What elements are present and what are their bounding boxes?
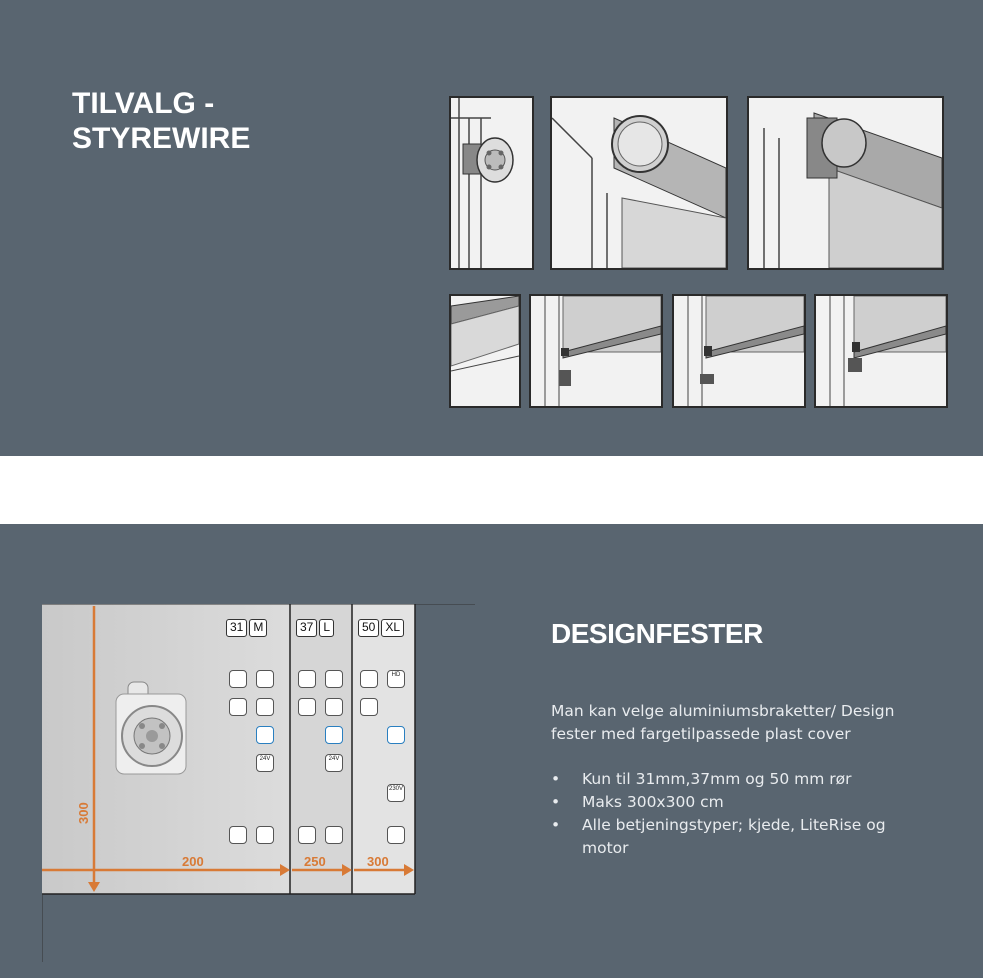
- motor-24v-label: 24V: [259, 756, 271, 762]
- size-chip-l: [296, 619, 334, 637]
- chain-icon: [298, 670, 316, 688]
- title-line-2: STYREWIRE: [72, 122, 251, 155]
- design-bracket-icon: [116, 682, 186, 774]
- hd-label: HD: [391, 672, 401, 678]
- cover-light-icon: [256, 826, 274, 844]
- size-chip-xl: [358, 619, 404, 637]
- cover-dark-icon: [229, 826, 247, 844]
- diameter-50: 50: [358, 619, 379, 637]
- max-width-200: 200: [182, 854, 204, 869]
- wall-mount-icon: [298, 698, 316, 716]
- photo-mounted-blind: [747, 96, 944, 270]
- cord-icon: [256, 670, 274, 688]
- title-line-1: TILVALG -: [72, 87, 215, 120]
- ceiling-mount-icon: [256, 698, 274, 716]
- diameter-37: 37: [296, 619, 317, 637]
- max-width-300: 300: [367, 854, 389, 869]
- bottom-panel: [0, 524, 983, 978]
- motor-24v-icon: [256, 754, 274, 772]
- spring-icon: [387, 726, 405, 744]
- description-paragraph: Man kan velge aluminiumsbraketter/ Design fester med fargetilpassede plast cover: [551, 702, 895, 743]
- max-height-300: 300: [76, 802, 91, 824]
- photo-wire-guide-1: [529, 294, 663, 408]
- photo-wire-guide-3: [814, 294, 948, 408]
- cord-icon: [325, 670, 343, 688]
- wall-mount-icon: [229, 698, 247, 716]
- feature-item: • Kun til 31mm,37mm og 50 mm rør: [551, 768, 911, 791]
- cover-light-icon: [325, 826, 343, 844]
- max-width-250: 250: [304, 854, 326, 869]
- designfester-description: [551, 700, 911, 860]
- photo-bracket-closeup: [449, 96, 534, 270]
- feature-list: [551, 768, 911, 860]
- top-panel: [0, 0, 983, 456]
- chain-icon: [229, 670, 247, 688]
- section-title-styrewire: [72, 86, 272, 156]
- motor-230v-icon: [387, 784, 405, 802]
- spring-icon: [325, 726, 343, 744]
- chain-icon: [360, 670, 378, 688]
- size-m: M: [249, 619, 267, 637]
- wall-mount-icon: [360, 698, 378, 716]
- section-title-designfester: DESIGNFESTER: [551, 618, 763, 649]
- cover-dark-icon: [298, 826, 316, 844]
- bracket-size-chart: [42, 604, 475, 962]
- heavy-duty-icon: [387, 670, 405, 688]
- motor-24v-icon: [325, 754, 343, 772]
- feature-item: • Maks 300x300 cm: [551, 791, 911, 814]
- size-l: L: [319, 619, 334, 637]
- ceiling-mount-icon: [325, 698, 343, 716]
- feature-item: • Alle betjeningstyper; kjede, LiteRise og motor: [551, 814, 911, 860]
- motor-24v-label: 24V: [328, 756, 340, 762]
- photo-wire-guide-2: [672, 294, 806, 408]
- diameter-31: 31: [226, 619, 247, 637]
- motor-230v-label: 230V: [388, 786, 403, 792]
- cover-light-icon: [387, 826, 405, 844]
- photo-top-rail: [449, 294, 521, 408]
- size-xl: XL: [381, 619, 404, 637]
- photo-roller-tube: [550, 96, 728, 270]
- size-chip-m: [226, 619, 267, 637]
- spring-icon: [256, 726, 274, 744]
